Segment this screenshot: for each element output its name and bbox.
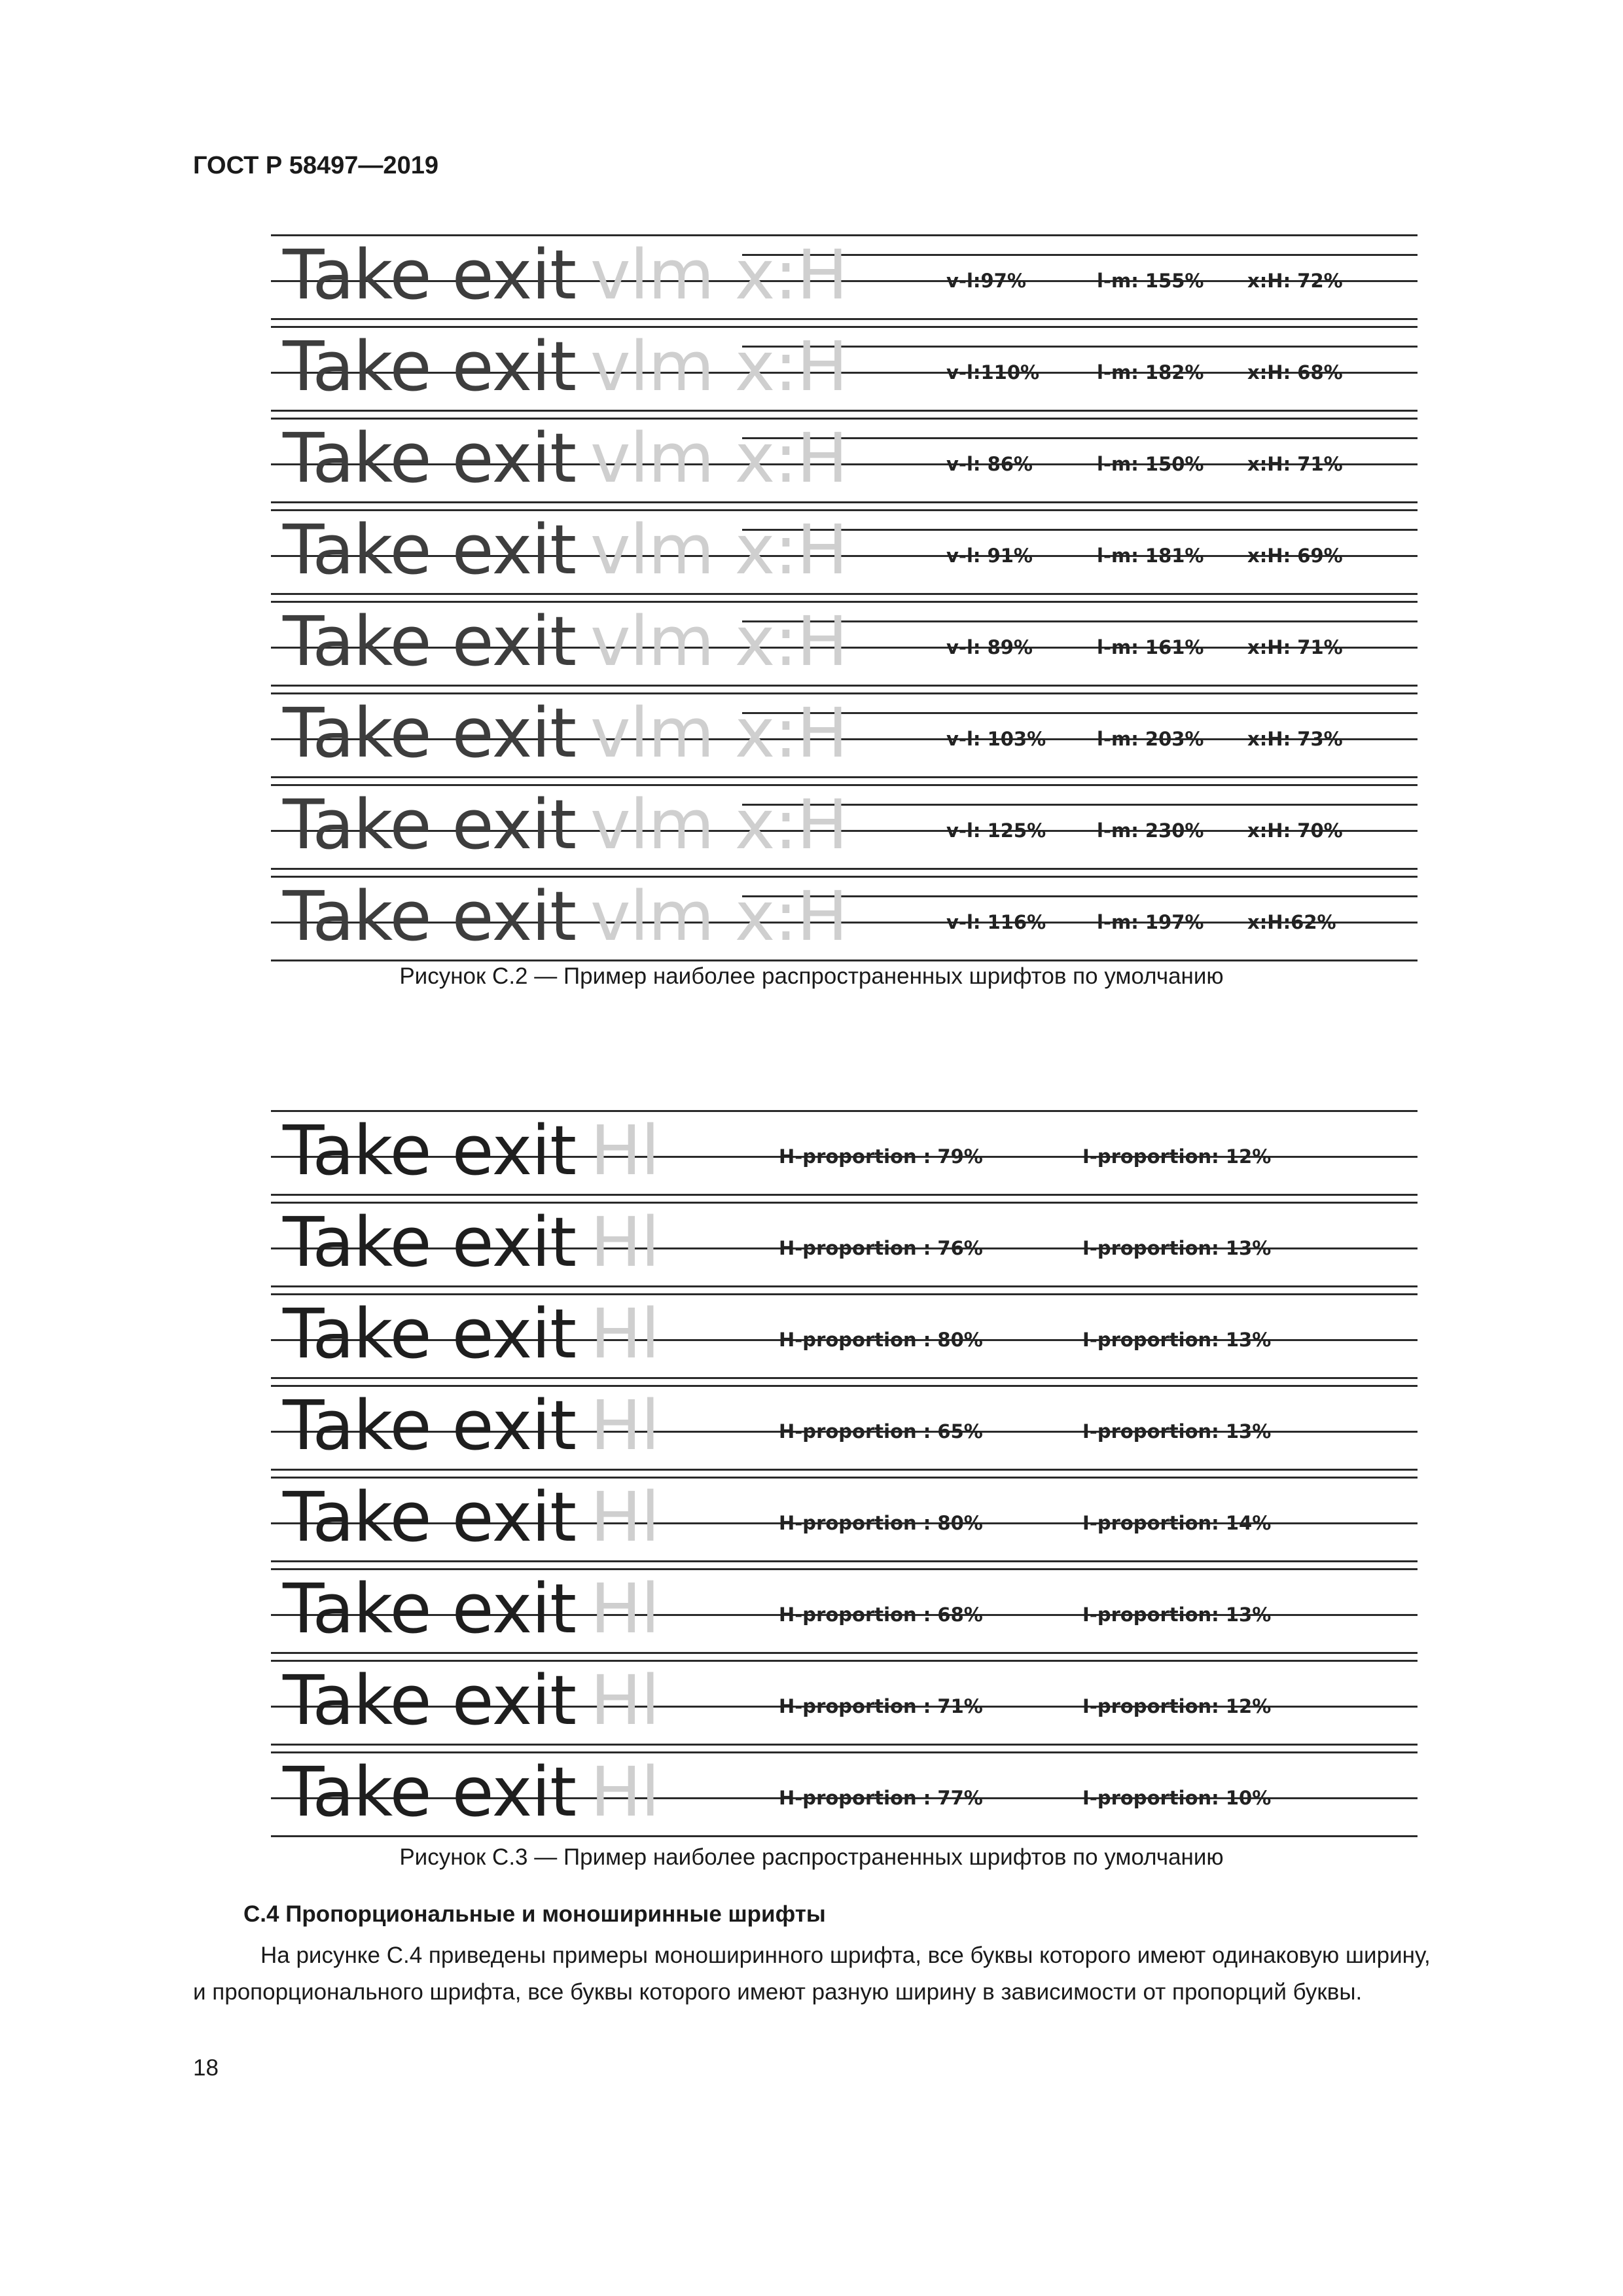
sample-glyphs: Hl bbox=[590, 1111, 660, 1191]
sample-text: Take exit bbox=[283, 785, 576, 865]
sample-text: Take exit bbox=[283, 418, 576, 498]
metric-x-h: x:H: 70% bbox=[1247, 819, 1343, 842]
sample-glyphs: vlm x:H bbox=[590, 418, 847, 498]
metric-l-m: l-m: 182% bbox=[1097, 361, 1204, 384]
sample-glyphs: Hl bbox=[590, 1477, 660, 1557]
font-sample bbox=[283, 1196, 659, 1288]
sample-text: Take exit bbox=[283, 1386, 576, 1465]
figure-row bbox=[271, 687, 1418, 779]
font-sample bbox=[283, 321, 847, 412]
figure-row bbox=[271, 321, 1418, 412]
metric-v-l: v-l: 103% bbox=[946, 728, 1046, 750]
figure-row bbox=[271, 1288, 1418, 1380]
metric-l-m: l-m: 155% bbox=[1097, 270, 1204, 292]
metric-h-proportion: H-proportion : 80% bbox=[779, 1512, 983, 1534]
metric-x-h: x:H: 69% bbox=[1247, 545, 1343, 567]
metric-l-m: l-m: 161% bbox=[1097, 636, 1204, 658]
sample-text: Take exit bbox=[283, 510, 576, 590]
figure-row bbox=[271, 1105, 1418, 1196]
sample-glyphs: Hl bbox=[590, 1752, 660, 1832]
metric-v-l: v-l: 89% bbox=[946, 636, 1033, 658]
metric-l-m: l-m: 181% bbox=[1097, 545, 1204, 567]
metric-h-proportion: H-proportion : 65% bbox=[779, 1420, 983, 1443]
font-sample bbox=[283, 229, 847, 321]
metric-l-m: l-m: 197% bbox=[1097, 911, 1204, 933]
sample-text: Take exit bbox=[283, 1202, 576, 1282]
font-sample bbox=[283, 687, 847, 779]
metric-i-proportion: I-proportion: 13% bbox=[1082, 1329, 1272, 1351]
sample-glyphs: vlm x:H bbox=[590, 327, 847, 406]
sample-glyphs: vlm x:H bbox=[590, 693, 847, 773]
font-sample bbox=[283, 1563, 659, 1655]
sample-glyphs: Hl bbox=[590, 1660, 660, 1740]
font-sample bbox=[283, 1380, 659, 1471]
sample-text: Take exit bbox=[283, 1477, 576, 1557]
figure-row bbox=[271, 1380, 1418, 1471]
metric-v-l: v-l:97% bbox=[946, 270, 1026, 292]
sample-text: Take exit bbox=[283, 1569, 576, 1649]
metric-v-l: v-l: 125% bbox=[946, 819, 1046, 842]
sample-glyphs: Hl bbox=[590, 1202, 660, 1282]
metric-v-l: v-l: 116% bbox=[946, 911, 1046, 933]
font-sample bbox=[283, 1105, 659, 1196]
sample-glyphs: vlm x:H bbox=[590, 876, 847, 956]
sample-text: Take exit bbox=[283, 1752, 576, 1832]
figure-row bbox=[271, 1563, 1418, 1655]
metric-x-h: x:H: 72% bbox=[1247, 270, 1343, 292]
sample-text: Take exit bbox=[283, 876, 576, 956]
metric-x-h: x:H:62% bbox=[1247, 911, 1336, 933]
metric-h-proportion: H-proportion : 76% bbox=[779, 1237, 983, 1259]
figure-c2-caption: Рисунок С.2 — Пример наиболее распространенных шрифтов по умолчанию bbox=[399, 963, 1224, 989]
figure-row bbox=[271, 779, 1418, 870]
metric-h-proportion: H-proportion : 77% bbox=[779, 1787, 983, 1809]
figure-row bbox=[271, 596, 1418, 687]
sample-text: Take exit bbox=[283, 693, 576, 773]
metric-i-proportion: I-proportion: 10% bbox=[1082, 1787, 1272, 1809]
metric-i-proportion: I-proportion: 14% bbox=[1082, 1512, 1272, 1534]
figure-row bbox=[271, 1655, 1418, 1746]
sample-glyphs: Hl bbox=[590, 1569, 660, 1649]
font-sample bbox=[283, 596, 847, 687]
metric-l-m: l-m: 230% bbox=[1097, 819, 1204, 842]
metric-i-proportion: I-proportion: 13% bbox=[1082, 1420, 1272, 1443]
figure-c2 bbox=[271, 229, 1418, 962]
font-sample bbox=[283, 1471, 659, 1563]
metric-i-proportion: I-proportion: 13% bbox=[1082, 1237, 1272, 1259]
figure-row bbox=[271, 1471, 1418, 1563]
metric-h-proportion: H-proportion : 80% bbox=[779, 1329, 983, 1351]
section-heading: С.4 Пропорциональные и моноширинные шрифты bbox=[243, 1901, 826, 1927]
font-sample bbox=[283, 1288, 659, 1380]
figure-row bbox=[271, 1196, 1418, 1288]
metric-x-h: x:H: 71% bbox=[1247, 453, 1343, 475]
sample-text: Take exit bbox=[283, 1111, 576, 1191]
metric-h-proportion: H-proportion : 68% bbox=[779, 1604, 983, 1626]
font-sample bbox=[283, 1655, 659, 1746]
figure-row bbox=[271, 412, 1418, 504]
sample-glyphs: Hl bbox=[590, 1294, 660, 1374]
paragraph-line-2: и пропорционального шрифта, все буквы которого имеют разную ширину в зависимости от пропорций буквы. bbox=[193, 1979, 1363, 2005]
metric-x-h: x:H: 68% bbox=[1247, 361, 1343, 384]
font-sample bbox=[283, 1746, 659, 1838]
document-header: ГОСТ Р 58497—2019 bbox=[193, 152, 438, 179]
sample-text: Take exit bbox=[283, 1660, 576, 1740]
sample-text: Take exit bbox=[283, 235, 576, 315]
metric-l-m: l-m: 203% bbox=[1097, 728, 1204, 750]
metric-x-h: x:H: 71% bbox=[1247, 636, 1343, 658]
sample-glyphs: vlm x:H bbox=[590, 235, 847, 315]
figure-c3 bbox=[271, 1105, 1418, 1838]
sample-glyphs: vlm x:H bbox=[590, 601, 847, 681]
metric-v-l: v-l: 91% bbox=[946, 545, 1033, 567]
sample-text: Take exit bbox=[283, 1294, 576, 1374]
sample-text: Take exit bbox=[283, 601, 576, 681]
metric-i-proportion: I-proportion: 13% bbox=[1082, 1604, 1272, 1626]
sample-glyphs: Hl bbox=[590, 1386, 660, 1465]
figure-row bbox=[271, 870, 1418, 962]
sample-glyphs: vlm x:H bbox=[590, 785, 847, 865]
metric-v-l: v-l: 86% bbox=[946, 453, 1033, 475]
font-sample bbox=[283, 870, 847, 962]
figure-row bbox=[271, 1746, 1418, 1838]
figure-c3-caption: Рисунок С.3 — Пример наиболее распространенных шрифтов по умолчанию bbox=[399, 1844, 1224, 1870]
metric-v-l: v-l:110% bbox=[946, 361, 1040, 384]
figure-row bbox=[271, 504, 1418, 596]
font-sample bbox=[283, 412, 847, 504]
sample-glyphs: vlm x:H bbox=[590, 510, 847, 590]
metric-h-proportion: H-proportion : 79% bbox=[779, 1145, 983, 1168]
font-sample bbox=[283, 779, 847, 870]
metric-l-m: l-m: 150% bbox=[1097, 453, 1204, 475]
metric-x-h: x:H: 73% bbox=[1247, 728, 1343, 750]
metric-i-proportion: I-proportion: 12% bbox=[1082, 1695, 1272, 1717]
figure-row bbox=[271, 229, 1418, 321]
sample-text: Take exit bbox=[283, 327, 576, 406]
metric-h-proportion: H-proportion : 71% bbox=[779, 1695, 983, 1717]
font-sample bbox=[283, 504, 847, 596]
page-number: 18 bbox=[193, 2055, 219, 2081]
metric-i-proportion: I-proportion: 12% bbox=[1082, 1145, 1272, 1168]
paragraph-line-1: На рисунке С.4 приведены примеры моноширинного шрифта, все буквы которого имеют одинаковую ширину, bbox=[260, 1943, 1431, 1968]
